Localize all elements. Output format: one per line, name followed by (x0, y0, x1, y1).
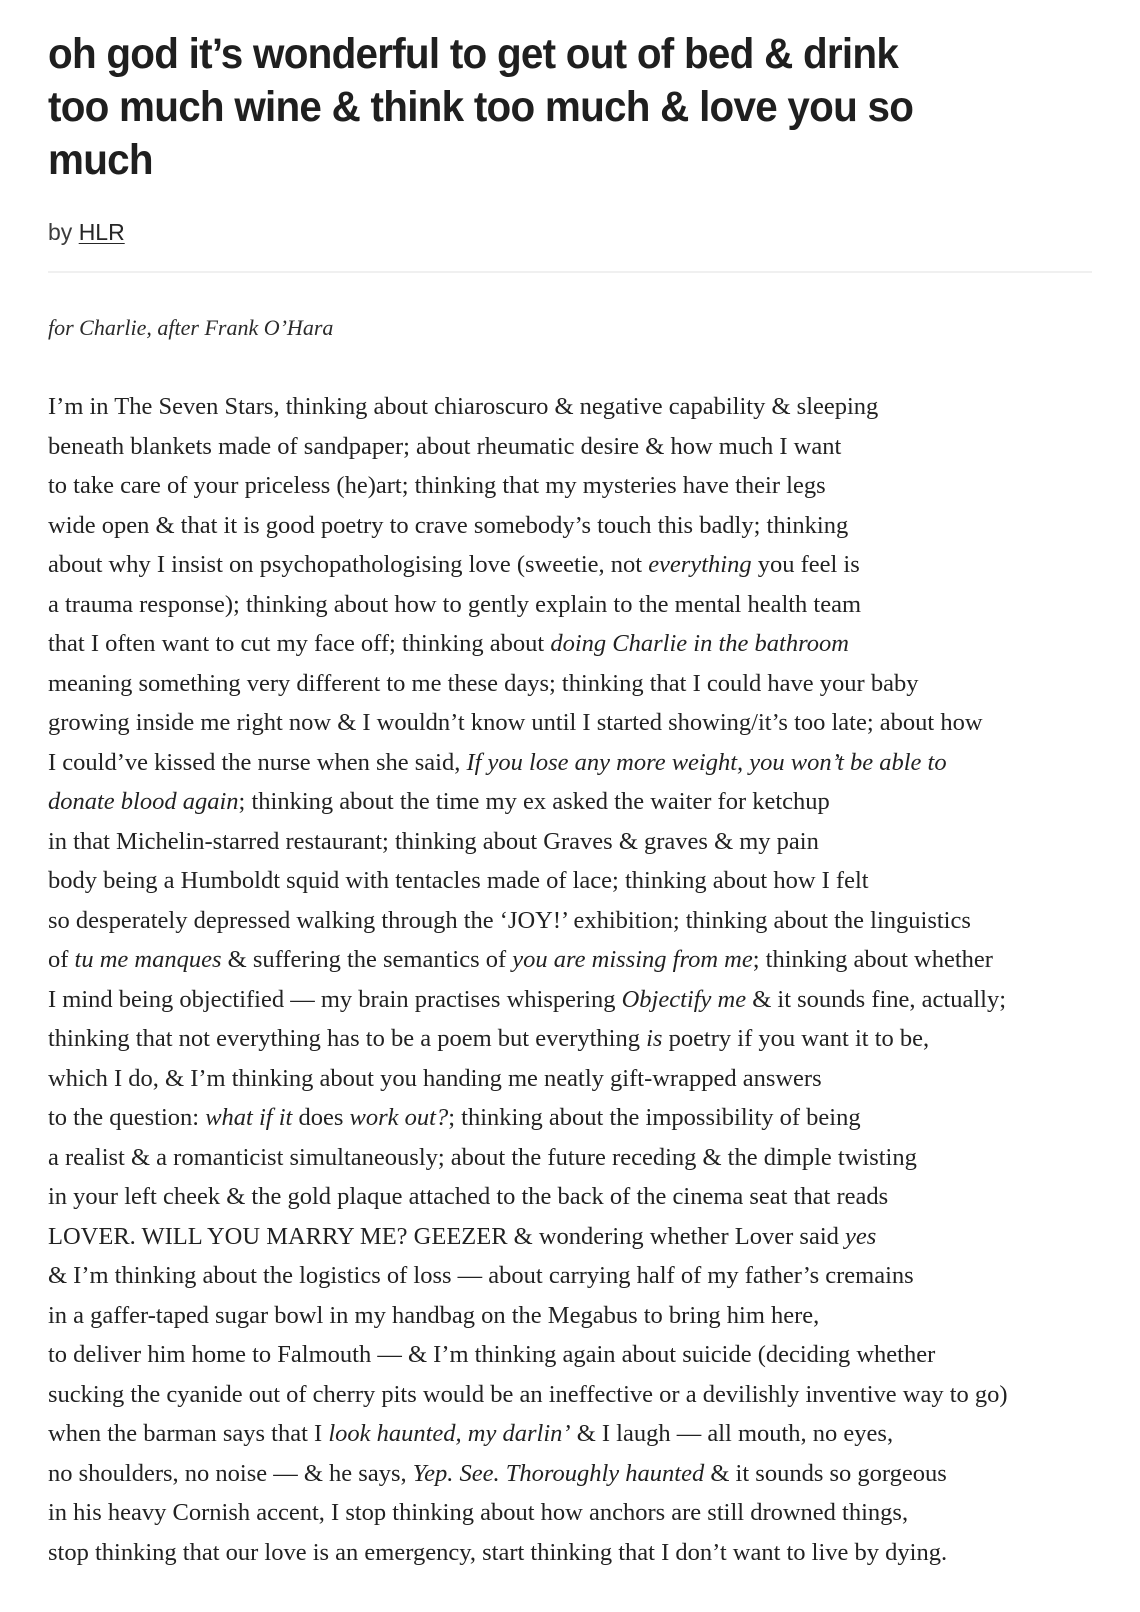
poem-line (48, 1059, 1092, 1099)
poem-line (48, 1454, 1092, 1494)
poem-text: I mind being objectified — my brain practises whispering (48, 985, 622, 1013)
poem-line (48, 782, 1092, 822)
poem-line (48, 940, 1092, 980)
poem-text: in that Michelin-starred restaurant; thinking about Graves & graves & my pain (48, 827, 819, 855)
poem-emphasis: look haunted, my darlin’ (328, 1420, 571, 1447)
poem-text: & it sounds so gorgeous (704, 1459, 947, 1487)
poem-text: to take care of your priceless (he)art; thinking that my mysteries have their legs (48, 472, 826, 499)
poem-line (48, 506, 1092, 546)
poem-text: about why I insist on psychopathologising love (sweetie, not (48, 551, 649, 578)
poem-line (48, 1335, 1092, 1375)
poem-text: to the question: (48, 1104, 206, 1131)
poem-line (48, 1217, 1092, 1257)
poem-text: body being a Humboldt squid with tentacles made of lace; thinking about how I felt (48, 867, 869, 894)
poem-line (48, 1375, 1092, 1415)
poem-line (48, 1098, 1092, 1138)
poem-line (48, 1256, 1092, 1296)
poem-line (48, 545, 1092, 585)
poem-line (48, 822, 1092, 862)
poem-line (48, 743, 1092, 783)
author-link[interactable]: HLR (78, 219, 125, 245)
poem-line (48, 703, 1092, 743)
poem-line (48, 387, 1092, 427)
poem-text: which I do, & I’m thinking about you handing me neatly gift-wrapped answers (48, 1064, 822, 1092)
poem-line (48, 466, 1092, 506)
poem-emphasis: doing Charlie in the bathroom (550, 630, 849, 657)
poem-text: LOVER. WILL YOU MARRY ME? GEEZER & wondering whether Lover said (48, 1222, 846, 1250)
poem-emphasis: donate blood again (48, 788, 239, 815)
poem-text: & suffering the semantics of (221, 946, 513, 973)
poem-line (48, 1533, 1092, 1573)
poem-emphasis: Yep. See. Thoroughly haunted (412, 1459, 705, 1487)
poem-text: stop thinking that our love is an emergency, start thinking that I don’t want to live by dying. (48, 1538, 948, 1566)
poem-line (48, 1493, 1092, 1533)
poem-emphasis: tu me manques (74, 946, 222, 973)
poem-text: beneath blankets made of sandpaper; about rheumatic desire & how much I want (48, 432, 842, 460)
poem-text: a realist & a romanticist simultaneously; about the future receding & the dimple twisting (48, 1143, 917, 1171)
poem-text: that I often want to cut my face off; thinking about (48, 630, 551, 657)
poem-line (48, 664, 1092, 704)
poem-emphasis: everything (648, 551, 752, 578)
poem-line (48, 1414, 1092, 1454)
poem-text: so desperately depressed walking through the ‘JOY!’ exhibition; thinking about the linguistics (48, 906, 971, 934)
poem-line (48, 861, 1092, 901)
poem-body (48, 343, 1092, 1602)
poem-emphasis: what if it (205, 1104, 293, 1131)
poem-text: meaning something very different to me these days; thinking that I could have your baby (48, 669, 919, 697)
poem-text: & I laugh — all mouth, no eyes, (570, 1420, 894, 1447)
poem-text: in his heavy Cornish accent, I stop thinking about how anchors are still drowned things, (48, 1499, 909, 1526)
poem-line (48, 1177, 1092, 1217)
poem-line (48, 980, 1092, 1020)
poem-text: no shoulders, no noise — & he says, (48, 1459, 413, 1487)
poem-emphasis: yes (845, 1222, 877, 1250)
poem-text: in your left cheek & the gold plaque attached to the back of the cinema seat that reads (48, 1183, 889, 1210)
byline-prefix: by (48, 219, 79, 245)
byline (48, 187, 1092, 247)
poem-text: I’m in The Seven Stars, thinking about chiaroscuro & negative capability & sleeping (48, 393, 879, 420)
dedication: for Charlie, after Frank O’Hara (48, 315, 334, 340)
poem-text: to deliver him home to Falmouth — & I’m thinking again about suicide (deciding whether (48, 1341, 936, 1368)
poem-line (48, 1138, 1092, 1178)
poem-text: wide open & that it is good poetry to crave somebody’s touch this badly; thinking (48, 511, 849, 539)
poem-text: in a gaffer-taped sugar bowl in my handbag on the Megabus to bring him here, (48, 1301, 820, 1329)
poem-emphasis: Objectify me (621, 985, 747, 1013)
poem-line (48, 624, 1092, 664)
poem-emphasis: work out? (349, 1104, 449, 1131)
poem-line (48, 1019, 1092, 1059)
poem-text: of (48, 946, 75, 973)
poem-emphasis: you are missing from me (512, 946, 753, 973)
poem-text: when the barman says that I (48, 1420, 329, 1447)
poem-emphasis: If you lose any more weight, you won’t be able to (466, 748, 947, 776)
poem-text: poetry if you want it to be, (662, 1025, 930, 1052)
poem-text: ; thinking about whether (752, 946, 993, 973)
poem-emphasis: is (646, 1025, 663, 1052)
poem-text: ; thinking about the time my ex asked the waiter for ketchup (238, 788, 830, 815)
poem-text: you feel is (751, 551, 860, 578)
poem-text: does (292, 1104, 350, 1131)
poem-line (48, 901, 1092, 941)
poem-line (48, 427, 1092, 467)
poem-text: sucking the cyanide out of cherry pits would be an ineffective or a devilishly inventive way to go) (48, 1380, 1008, 1408)
poem-line (48, 585, 1092, 625)
poem-text: ; thinking about the impossibility of being (448, 1104, 861, 1131)
poem-text: & it sounds fine, actually; (746, 985, 1007, 1013)
page-title: oh god it’s wonderful to get out of bed & drink too much wine & think too much & love you so much (48, 30, 914, 184)
poem-line (48, 1296, 1092, 1336)
poem-text: growing inside me right now & I wouldn’t know until I started showing/it’s too late; about how (48, 709, 983, 736)
poem-text: & I’m thinking about the logistics of loss — about carrying half of my father’s cremains (48, 1262, 914, 1289)
poem-text: thinking that not everything has to be a poem but everything (48, 1025, 647, 1052)
poem-text: a trauma response); thinking about how to gently explain to the mental health team (48, 590, 862, 618)
poem-text: I could’ve kissed the nurse when she said, (48, 748, 467, 776)
